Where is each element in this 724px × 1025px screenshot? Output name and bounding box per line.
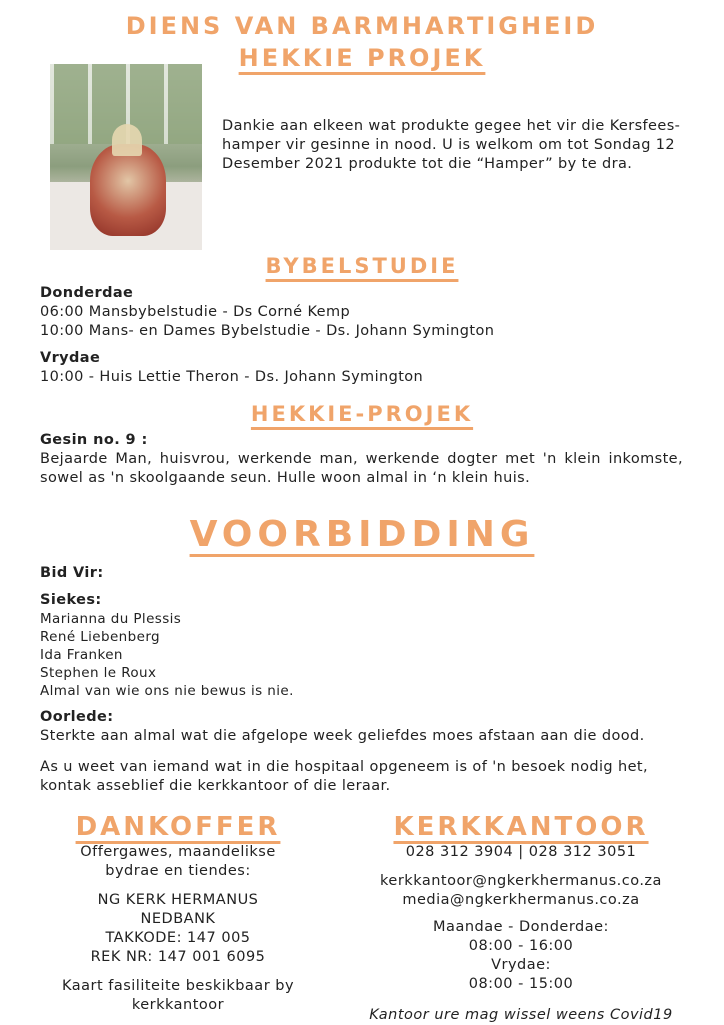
intro-text: Dankie aan elkeen wat produkte gegee het vir die Kersfees-hamper vir gesinne in nood. U is welkom om tot Sondag 12 Desember 2021 produkte tot die “Hamper” by te dra. — [222, 118, 681, 172]
kaart-line: kerkkantoor — [131, 997, 225, 1013]
day-label-donderdae: Donderdae — [40, 285, 134, 301]
list-item: Stephen le Roux — [40, 665, 157, 681]
list-item: Marianna du Plessis — [40, 611, 182, 627]
list-item: Almal van wie ons nie bewus is nie. — [40, 683, 294, 699]
kaart-line: Kaart fasiliteite beskikbaar by — [61, 978, 295, 994]
bybelstudie-heading: BYBELSTUDIE — [265, 254, 459, 278]
bank-rekening: REK NR: 147 001 6095 — [90, 949, 266, 965]
oorlede-label: Oorlede: — [40, 709, 114, 725]
page-title-line1: DIENS VAN BARMHARTIGHEID — [125, 12, 599, 40]
bank-name: NG KERK HERMANUS — [97, 892, 259, 908]
hours-line: Vrydae: — [491, 957, 551, 973]
hours-line: 08:00 - 15:00 — [468, 976, 574, 992]
hekkie-heading: HEKKIE-PROJEK — [250, 402, 474, 426]
oorlede-text: Sterkte aan almal wat die afgelope week geliefdes moes afstaan aan die dood. — [40, 728, 645, 744]
day-label-vrydae: Vrydae — [40, 350, 101, 366]
dankoffer-heading: DANKOFFER — [75, 812, 281, 842]
hospitaal-text: As u weet van iemand wat in die hospitaal opgeneem is of 'n besoek nodig het, kontak asseblief die kerkkantoor of die leraar. — [40, 759, 648, 794]
list-item: René Liebenberg — [40, 629, 160, 645]
list-item: 06:00 Mansbybelstudie - Ds Corné Kemp — [40, 304, 351, 320]
list-item: 10:00 Mans- en Dames Bybelstudie - Ds. Johann Symington — [40, 323, 495, 339]
email-link[interactable]: kerkkantoor@ngkerkhermanus.co.za — [380, 873, 662, 889]
gesin-text: Bejaarde Man, huisvrou, werkende man, werkende dogter met 'n klein inkomste, sowel as 'n skoolgaande seun. Hulle woon almal in ‘n klein huis. — [40, 451, 683, 486]
voorbidding-heading: VOORBIDDING — [189, 514, 535, 555]
bank-takkode: TAKKODE: 147 005 — [105, 930, 251, 946]
hours-line: 08:00 - 16:00 — [468, 938, 574, 954]
list-item: 10:00 - Huis Lettie Theron - Ds. Johann Symington — [40, 369, 424, 385]
bank-line: NEDBANK — [140, 911, 216, 927]
phone-numbers: 028 312 3904 | 028 312 3051 — [405, 844, 637, 860]
hours-line: Maandae - Donderdae: — [433, 919, 609, 935]
dankoffer-line: bydrae en tiendes: — [105, 863, 251, 879]
gesin-label: Gesin no. 9 : — [40, 432, 148, 448]
page-title-line2: HEKKIE PROJEK — [238, 44, 486, 72]
dankoffer-line: Offergawes, maandelikse — [80, 844, 276, 860]
covid-note: Kantoor ure mag wissel weens Covid19 — [369, 1007, 673, 1023]
bid-vir-label: Bid Vir: — [40, 565, 104, 581]
siekes-label: Siekes: — [40, 592, 102, 608]
kerkkantoor-heading: KERKKANTOOR — [393, 812, 649, 842]
hamper-photo — [50, 64, 202, 250]
list-item: Ida Franken — [40, 647, 123, 663]
email-link[interactable]: media@ngkerkhermanus.co.za — [402, 892, 640, 908]
